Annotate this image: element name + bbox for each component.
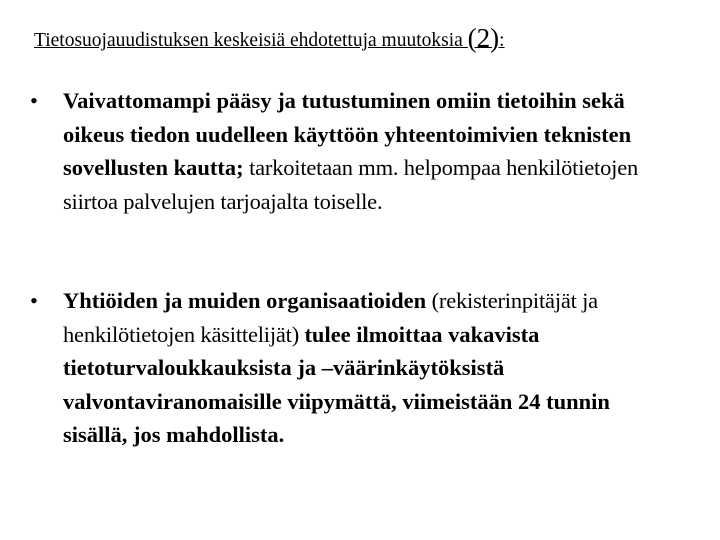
title-number: (2)	[467, 23, 500, 53]
title-suffix: :	[499, 30, 505, 51]
bullet-marker-1: •	[30, 88, 38, 113]
bullet-1-bold-text: Vaivattomampi pääsy ja tutustuminen omiin tietoihin sekä oikeus tiedon uudelleen käyttöön yhteentoimivien teknisten sovellusten kautta;	[63, 88, 632, 180]
bullet-text-2	[63, 284, 673, 452]
title-text: Tietosuojauudistuksen keskeisiä ehdotettuja muutoksia	[34, 30, 468, 51]
bullet-2-bold-text-1: Yhtiöiden ja muiden organisaatioiden	[63, 288, 427, 313]
bullet-2-normal-text: (rekisterinpitäjät ja henkilötietojen käsittelijät)	[63, 288, 598, 347]
slide-title	[34, 22, 684, 56]
bullet-2-bold-text-2: tulee ilmoittaa vakavista tietoturvaloukkauksista ja –väärinkäytöksistä valvontaviranomaisille viipymättä, viimeistään 24 tunnin sisällä, jos mahdollista.	[63, 321, 610, 447]
bullet-text-1	[63, 84, 673, 218]
bullet-marker-2: •	[30, 288, 38, 313]
bullet-1-normal-text: tarkoitetaan mm. helpompaa henkilötietojen siirtoa palvelujen tarjoajalta toiselle.	[63, 155, 639, 214]
